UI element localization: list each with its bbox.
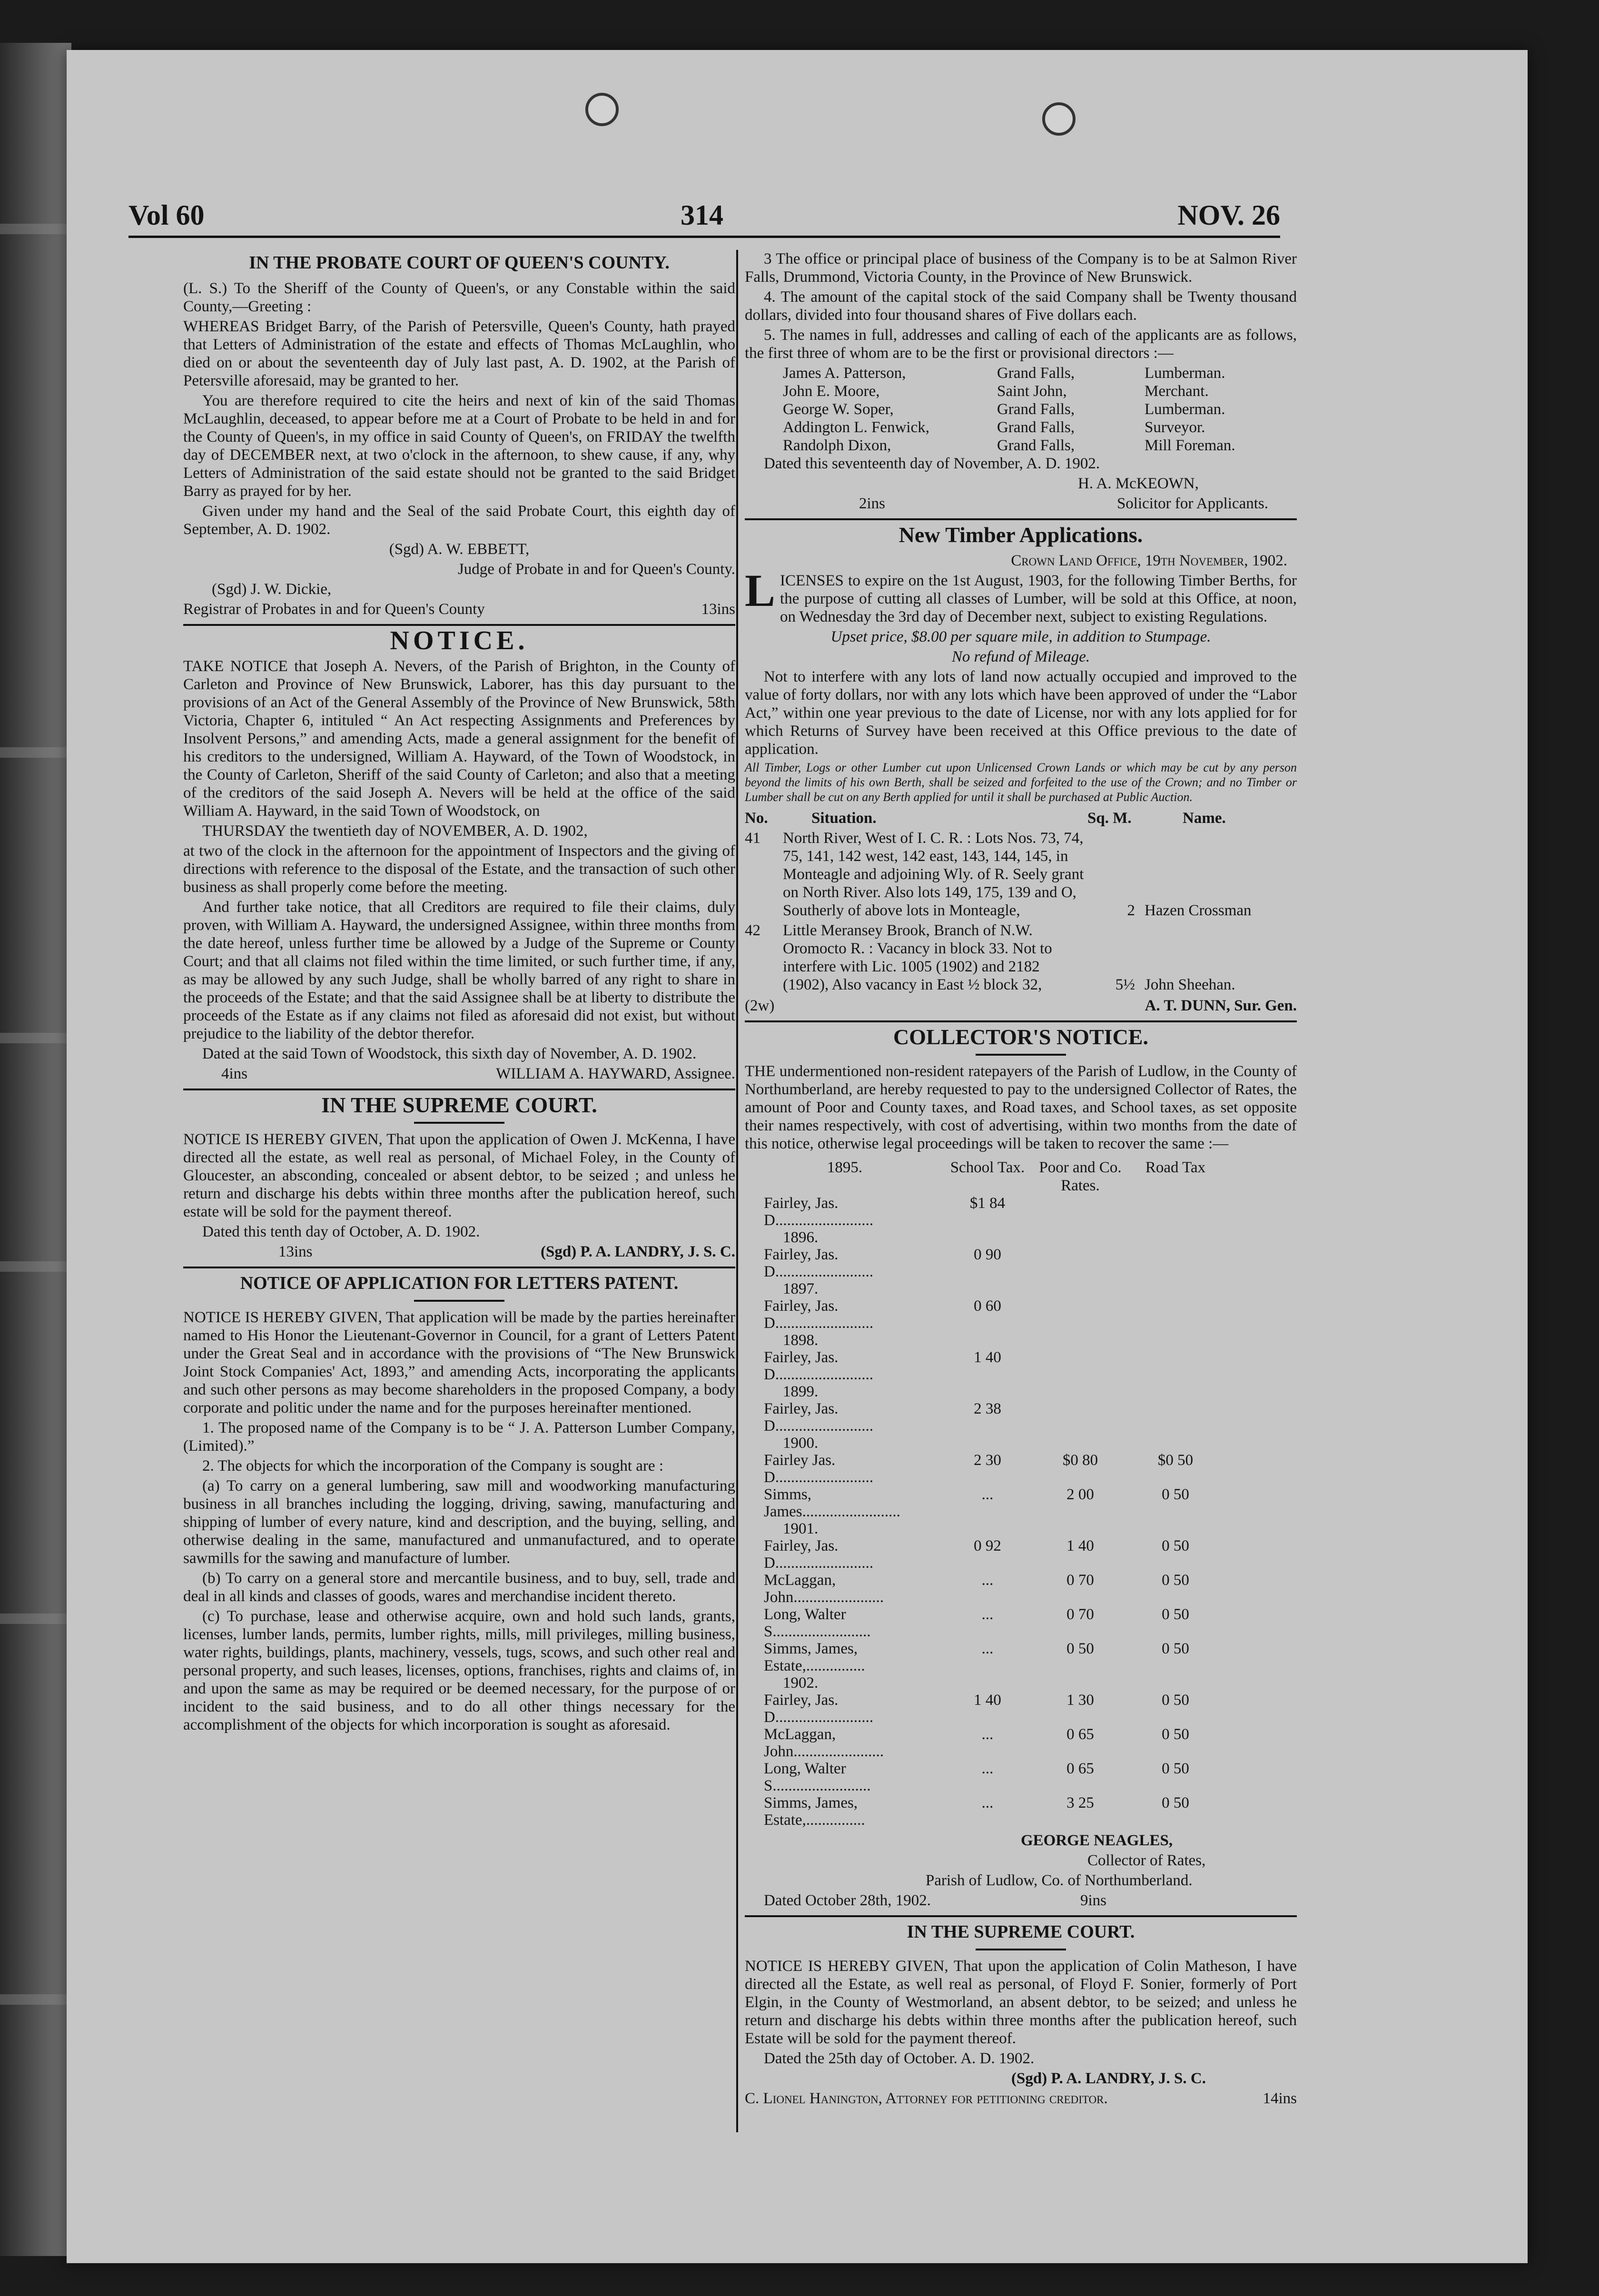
tax-year-row [745,1332,1297,1349]
ratepayer-name: McLaggan, John....................... [764,1572,884,1606]
supreme1-dated: Dated this tenth day of October, A. D. 1902. [202,1223,480,1240]
ratepayer-name: Fairley, Jas. D......................... [764,1400,874,1435]
patent-item-c: (c) To purchase, lease and otherwise acquire, own and hold such lands, grants, licenses, lumber lands, permits, lumber rights, mills, mill privileges, milling business, water rights, buildings, plants, machinery, vessels, tugs, scows, and such other real and personal property, and such leases, licenses, options, franchises, rights and claims of, in and upon the same as may be required or be deemed necessary, for the purpose of or incident to the said business, and to do all other things necessary for the accomplishment of the objects for which incorporation is sought as aforesaid. [183,1608,735,1733]
supreme2-para: NOTICE IS HEREBY GIVEN, That upon the application of Colin Matheson, I have directed all the Estate, as well real as personal, of Floyd F. Sonier, formerly of Port Elgin, in the County of Westmorland, an absent debtor, to be seized; and unless he return and discharge his debts within three months after the publication hereof, such Estate will be sold for the payment thereof. [745,1958,1297,2047]
timber-sig: A. T. DUNN, Sur. Gen. [1145,997,1297,1014]
poor-rates-cell [1030,1246,1130,1280]
patent-sig: H. A. McKEOWN, [1078,475,1199,492]
tax-row [745,1486,1297,1520]
notice-para3: And further take notice, that all Creditors are required to file their claims, duly proven, with William A. Hayward, the undersigned Assignee, within three months from the date hereof, unless further time be allowed by a Judge of the Supreme or County Court; and that all claims not filed within the time limited, or such further time, if any, as may be allowed by any such Judge, shall be wholly barred of any right to share in the proceeds of the Estate; and that the said Assignee shall be at liberty to distribute the proceeds of the Estate as if any claims not filed as aforesaid did not exist, but without prejudice to the liability of the debtor therefor. [183,899,735,1042]
applicant-calling: Surveyor. [1145,419,1205,436]
timber-para1: ICENSES to expire on the 1st August, 1903, for the following Timber Berths, for the purpose of cutting all classes of Lumber, will be sold at this Office, at noon, on Wednesday the 3rd day of December next, subject to existing Regulations. [780,572,1297,625]
applicant-calling: Merchant. [1145,383,1209,400]
school-tax-cell [945,1332,1030,1349]
patent-item2: 2. The objects for which the incorporation of the Company is sought are : [202,1457,664,1475]
probate-sig1: (Sgd) A. W. EBBETT, [389,541,530,558]
notice-ins: 4ins [221,1065,248,1082]
probate-notice [183,254,735,618]
school-tax-cell: 0 60 [974,1297,1001,1315]
left-column [183,250,735,1736]
supreme1-title: IN THE SUPREME COURT. [321,1093,597,1117]
page-number: 314 [681,199,723,231]
ratepayer-name: 1897. [783,1280,819,1297]
tax-row [745,1692,1297,1726]
poor-rates-cell: 0 70 [1066,1572,1094,1589]
poor-rates-cell [1030,1435,1130,1452]
road-tax-cell: 0 50 [1162,1572,1189,1589]
applicant-place: Grand Falls, [997,437,1075,454]
poor-rates-cell: 2 00 [1066,1486,1094,1503]
collector-dated: Dated October 28th, 1902. [764,1892,931,1909]
notice-para2: at two of the clock in the afternoon for the appointment of Inspectors and the giving of directions with reference to the disposal of the Estate, and the transaction of such other business as shall properly come before the meeting. [183,842,735,896]
ratepayer-name: Fairley, Jas. D......................... [764,1349,874,1383]
school-tax-cell: ... [981,1726,994,1743]
road-tax-cell [1130,1195,1221,1229]
school-tax-cell: ... [981,1640,994,1657]
tax-year-row [745,1435,1297,1452]
section-rule [745,1020,1297,1022]
applicant-calling: Lumberman. [1145,365,1225,382]
applicant-place: Grand Falls, [997,365,1075,382]
timber-upset: Upset price, $8.00 per square mile, in addition to Stumpage. [830,628,1211,645]
berth-sqm: 5½ [1115,976,1135,993]
supreme2-title: IN THE SUPREME COURT. [907,1922,1135,1942]
probate-sig1-title: Judge of Probate in and for Queen's County. [457,561,735,578]
patent-item-b: (b) To carry on a general store and mercantile business, and to buy, sell, trade and deal in all kinds and classes of goods, wares and merchandise incident thereto. [183,1570,735,1605]
school-tax-cell: ... [981,1794,994,1811]
tax-row [745,1400,1297,1435]
probate-sig2-title: Registrar of Probates in and for Queen's County [183,601,485,618]
volume-label: Vol 60 [128,199,205,231]
col-situation: Situation. [811,810,877,827]
road-tax-cell: $0 50 [1157,1452,1194,1469]
notice-date-line: THURSDAY the twentieth day of NOVEMBER, A. D. 1902, [202,822,588,840]
supreme2-attorney: C. Lionel Hanington, Attorney for petitioning creditor. [745,2090,1108,2107]
road-tax-cell: 0 50 [1162,1726,1189,1743]
tax-row [745,1726,1297,1760]
supreme1-para: NOTICE IS HEREBY GIVEN, That upon the application of Owen J. McKenna, I have directed all the estate, as well real as personal, of Michael Foley, in the County of Gloucester, an absconding, concealed or absent debtor, to be seized ; and unless he return and discharge his debts within three months after the publication hereof, such estate will be sold for the payment thereof. [183,1131,735,1220]
school-tax-cell: ... [981,1606,994,1623]
ratepayer-name: 1900. [783,1435,819,1452]
road-tax-cell: 0 50 [1162,1537,1189,1554]
school-tax-cell: ... [981,1486,994,1503]
short-rule [414,1122,504,1124]
page-header [128,199,1280,238]
school-tax-cell: ... [981,1760,994,1777]
patent-dated: Dated this seventeenth day of November, A. D. 1902. [764,455,1100,472]
berth-no: 42 [745,922,760,939]
berth-name: John Sheehan. [1145,976,1235,993]
timber-ins: (2w) [745,997,775,1014]
section-rule [183,1089,735,1090]
ratepayer-name: Fairley, Jas. D......................... [764,1297,874,1332]
school-tax-cell [945,1674,1030,1692]
road-tax-cell [1130,1400,1221,1435]
ratepayer-name: Fairley, Jas. D......................... [764,1195,874,1229]
road-tax-cell: 0 50 [1162,1692,1189,1709]
timber-title: New Timber Applications. [898,523,1143,547]
ratepayer-name: Fairley Jas. D......................... [764,1452,874,1486]
section-rule [183,1267,735,1268]
school-tax-cell: 1 40 [974,1349,1001,1366]
col-poor-rates: Poor and Co. Rates. [1039,1159,1122,1194]
patent-item4: 4. The amount of the capital stock of the said Company shall be Twenty thousand dollars, divided into four thousand shares of Five dollars each. [745,288,1297,324]
punch-hole [585,93,619,126]
ratepayer-name: Simms, James, Estate,............... [764,1794,865,1829]
applicant-name: John E. Moore, [783,383,880,400]
tax-year-row [745,1383,1297,1400]
berth-sqm: 2 [1127,902,1135,919]
poor-rates-cell: 3 25 [1066,1794,1094,1811]
collector-sig-title2: Parish of Ludlow, Co. of Northumberland. [926,1872,1193,1889]
road-tax-cell [1130,1229,1221,1246]
applicant-name: Randolph Dixon, [783,437,891,454]
poor-rates-cell [1030,1195,1130,1229]
letters-patent-continued [745,250,1297,513]
berth-situation: Little Meransey Brook, Branch of N.W. Oromocto R. : Vacancy in block 33. Not to interfere with Lic. 1005 (1902) and 2182 (1902), Also vacancy in East ½ block 32, [783,922,1052,993]
poor-rates-cell: 0 70 [1066,1606,1094,1623]
poor-rates-cell [1030,1674,1130,1692]
ratepayer-name: Long, Walter S......................... [764,1760,871,1794]
school-tax-cell: 2 30 [974,1452,1001,1469]
poor-rates-cell: 0 65 [1066,1726,1094,1743]
poor-rates-cell: 1 30 [1066,1692,1094,1709]
school-tax-cell: ... [981,1572,994,1589]
road-tax-cell: 0 50 [1162,1760,1189,1777]
poor-rates-cell [1030,1383,1130,1400]
berth-row [745,921,1297,994]
poor-rates-cell [1030,1280,1130,1297]
school-tax-cell [945,1520,1030,1537]
patent-item3: 3 The office or principal place of business of the Company is to be at Salmon River Falls, Drummond, Victoria County, in the Province of New Brunswick. [745,250,1297,286]
road-tax-cell [1130,1349,1221,1383]
applicant-name: George W. Soper, [783,401,894,418]
supreme2-dated: Dated the 25th day of October. A. D. 1902. [764,2050,1035,2067]
tax-year-row [745,1674,1297,1692]
applicant-calling: Lumberman. [1145,401,1225,418]
applicant-name: Addington L. Fenwick, [783,419,929,436]
tax-year-row [745,1229,1297,1246]
tax-row [745,1572,1297,1606]
col-road-tax: Road Tax [1145,1159,1206,1176]
berth-no: 41 [745,830,760,847]
timber-applications [745,523,1297,1015]
tax-year-row [745,1520,1297,1537]
notice-dated: Dated at the said Town of Woodstock, this sixth day of November, A. D. 1902. [202,1045,697,1062]
patent-item1: 1. The proposed name of the Company is to be “ J. A. Patterson Lumber Company, (Limited).” [183,1419,735,1455]
col-sqm: Sq. M. [1087,810,1132,827]
road-tax-cell [1130,1435,1221,1452]
poor-rates-cell [1030,1520,1130,1537]
road-tax-cell [1130,1246,1221,1280]
road-tax-cell [1130,1383,1221,1400]
patent-sig-title: Solicitor for Applicants. [1116,495,1268,512]
tax-year-row [745,1280,1297,1297]
supreme2-sig: (Sgd) P. A. LANDRY, J. S. C. [1011,2070,1206,2087]
poor-rates-cell: 0 50 [1066,1640,1094,1657]
poor-rates-cell [1030,1400,1130,1435]
col-school-tax: School Tax. [950,1159,1025,1176]
probate-required: You are therefore required to cite the heirs and next of kin of the said Thomas McLaughlin, deceased, to appear before me at a Court of Probate to be held in and for the County of Queen's, in my office in said County of Queen's, on FRIDAY the twelfth day of DECEMBER next, at two o'clock in the afternoon, to shew cause, if any, why Letters of Administration of the said estate should not be granted to the said Bridget Barry as prayed for by her. [183,392,735,500]
ratepayer-name: Fairley, Jas. D......................... [764,1246,874,1280]
road-tax-cell [1130,1520,1221,1537]
school-tax-cell [945,1435,1030,1452]
probate-sig2: (Sgd) J. W. Dickie, [212,581,332,598]
poor-rates-cell [1030,1229,1130,1246]
applicant-place: Saint John, [997,383,1067,400]
school-tax-cell [945,1383,1030,1400]
collector-sig: GEORGE NEAGLES, [1021,1832,1173,1849]
road-tax-cell: 0 50 [1162,1640,1189,1657]
column-divider [736,250,738,2132]
poor-rates-cell: 1 40 [1066,1537,1094,1554]
collector-para: THE undermentioned non-resident ratepayers of the Parish of Ludlow, in the County of Northumberland, are hereby requested to pay to the undersigned Collector of Rates, the amount of Poor and County taxes, and Road taxes, and School taxes, as set opposite their names respectively, with cost of advertising, within two months from the date of this notice, otherwise legal proceedings will be taken to recover the same :— [745,1063,1297,1152]
road-tax-cell [1130,1332,1221,1349]
ratepayer-name: Simms, James......................... [764,1486,900,1520]
tax-row [745,1794,1297,1829]
probate-ls-line: (L. S.) To the Sheriff of the County of Queen's, or any Constable within the said County,—Greeting : [183,280,735,315]
ratepayer-name: McLaggan, John....................... [764,1726,884,1760]
applicant-name: James A. Patterson, [783,365,906,382]
short-rule [414,1300,504,1302]
applicants-table [783,364,1297,455]
school-tax-cell: $1 84 [969,1195,1006,1212]
ratepayer-name: Simms, James, Estate,............... [764,1640,865,1674]
poor-rates-cell [1030,1332,1130,1349]
notice-sig: WILLIAM A. HAYWARD, Assignee. [496,1065,735,1082]
tax-row [745,1195,1297,1229]
ratepayer-name: 1902. [783,1674,819,1692]
supreme1-ins: 13ins [278,1243,313,1260]
timber-para2: Not to interfere with any lots of land now actually occupied and improved to the value of forty dollars, nor with any lots which have been approved of under the “Labor Act,” within one year previous to the date of License, nor with any lots applied for for which Returns of Survey have been received at this Office previous to the date of application. [745,668,1297,758]
applicant-calling: Mill Foreman. [1145,437,1235,454]
road-tax-cell [1130,1280,1221,1297]
punch-hole [1042,102,1076,136]
short-rule [976,1949,1066,1950]
tax-row [745,1246,1297,1280]
notice-para1: TAKE NOTICE that Joseph A. Nevers, of the Parish of Brighton, in the County of Carleton and Province of New Brunswick, Laborer, has this day pursuant to the provisions of an Act of the General Assembly of the Province of New Brunswick, 58th Victoria, Chapter 6, intituled “ An Act respecting Assignments and Preferences by Insolvent Persons,” and amending Acts, made a general assignment for the benefit of his creditors to the undersigned, William A. Hayward, of the Town of Woodstock, in the County of Carleton, Sheriff of the said County of Carleton; and also that a meeting of the creditors of the said Joseph A. Nevers will be held at the office of the said William A. Hayward, in the said Town of Woodstock, on [183,658,735,820]
issue-date: NOV. 26 [1177,199,1280,231]
patent-para: NOTICE IS HEREBY GIVEN, That application will be made by the parties hereinafter named to His Honor the Lieutenant-Governor in Council, for a grant of Letters Patent under the Great Seal and in accordance with the provisions of “The New Brunswick Joint Stock Companies' Act, 1893,” and amending Acts, incorporating the applicants and such other persons as may become shareholders in the proposed Company, a body corporate and politic under the name and for the purposes hereinafter mentioned. [183,1309,735,1416]
poor-rates-cell [1030,1297,1130,1332]
col-name: Name. [1183,810,1226,827]
col-year: 1895. [827,1159,863,1176]
assignment-notice [183,626,735,1083]
probate-ins: 13ins [701,601,735,618]
road-tax-cell [1130,1297,1221,1332]
patent-item5: 5. The names in full, addresses and calling of each of the applicants are as follows, the first three of whom are to be the first or provisional directors :— [745,327,1297,362]
road-tax-cell: 0 50 [1162,1794,1189,1811]
tax-row [745,1606,1297,1640]
timber-fine-print: All Timber, Logs or other Lumber cut upon Unlicensed Crown Lands or which may be cut by any person beyond the limits of his own Berth, shall be seized and forfeited to the use of the Crown; and no Timber or Lumber shall be cut on any Berth applied for until it shall be purchased at Public Auction. [745,761,1297,804]
road-tax-cell [1130,1674,1221,1692]
road-tax-cell: 0 50 [1162,1486,1189,1503]
timber-office: Crown Land Office, 19th November, 1902. [1011,552,1287,569]
ratepayer-name: 1899. [783,1383,819,1400]
school-tax-cell [945,1280,1030,1297]
notice-title: NOTICE. [390,626,529,655]
timber-mileage: No refund of Mileage. [951,648,1090,665]
tax-row [745,1640,1297,1674]
tax-row [745,1537,1297,1572]
supreme-court-notice-2 [745,1923,1297,2108]
section-rule [745,518,1297,520]
right-column [745,250,1297,2108]
berth-table-header [745,809,1297,827]
applicant-place: Grand Falls, [997,401,1075,418]
poor-rates-cell: $0 80 [1062,1452,1098,1469]
ratepayer-name: Fairley, Jas. D......................... [764,1537,874,1572]
timber-dropcap: L [745,565,776,616]
collectors-notice [745,1025,1297,1910]
probate-title: IN THE PROBATE COURT OF QUEEN'S COUNTY. [249,253,670,273]
supreme2-ins: 14ins [1263,2090,1297,2107]
road-tax-cell: 0 50 [1162,1606,1189,1623]
applicant-place: Grand Falls, [997,419,1075,436]
supreme-court-notice-1 [183,1093,735,1261]
tax-row [745,1349,1297,1383]
patent-title: NOTICE OF APPLICATION FOR LETTERS PATENT. [240,1273,679,1293]
school-tax-cell: 0 90 [974,1246,1001,1263]
book-spine [0,43,71,2256]
collector-sig-title1: Collector of Rates, [1087,1852,1206,1869]
berth-situation: North River, West of I. C. R. : Lots Nos. 73, 74, 75, 141, 142 west, 142 east, 143, 144, 145, in Monteagle and adjoining Wly. of R. Seely grant on North River. Also lots 149, 175, 139 and O, Southerly of above lots in Monteagle, [783,830,1084,919]
ratepayer-name: 1898. [783,1332,819,1349]
ratepayer-name: 1901. [783,1520,819,1537]
school-tax-cell: 0 92 [974,1537,1001,1554]
school-tax-cell: 2 38 [974,1400,1001,1417]
ratepayer-name: 1896. [783,1229,819,1246]
probate-given: Given under my hand and the Seal of the said Probate Court, this eighth day of September, A. D. 1902. [183,503,735,538]
short-rule [976,1054,1066,1056]
probate-whereas: WHEREAS Bridget Barry, of the Parish of Petersville, Queen's County, hath prayed that Letters of Administration of the estate and effects of Thomas McLaughlin, who died on or about the seventeenth day of July last past, A. D. 1902, at the Parish of Petersville aforesaid, may be granted to her. [183,318,735,389]
school-tax-cell [945,1229,1030,1246]
ratepayer-name: Long, Walter S......................... [764,1606,871,1640]
col-no: No. [745,810,768,827]
poor-rates-cell [1030,1349,1130,1383]
tax-row [745,1760,1297,1794]
berth-row [745,829,1297,920]
supreme1-sig: (Sgd) P. A. LANDRY, J. S. C. [541,1243,735,1260]
tax-row [745,1452,1297,1486]
collector-ins: 9ins [1080,1892,1106,1909]
berth-name: Hazen Crossman [1145,902,1252,919]
poor-rates-cell: 0 65 [1066,1760,1094,1777]
collector-title: COLLECTOR'S NOTICE. [893,1025,1148,1049]
section-rule [745,1915,1297,1917]
ratepayer-name: Fairley, Jas. D......................... [764,1692,874,1726]
letters-patent-notice [183,1274,735,1734]
tax-table-header [745,1158,1297,1195]
school-tax-cell: 1 40 [974,1692,1001,1709]
patent-item-a: (a) To carry on a general lumbering, saw mill and woodworking manufacturing business in all branches including the logging, driving, sawing, manufacturing and shipping of lumber of every nature, kind and description, and the buying, selling, and otherwise dealing in the same, manufactured and unmanufactured, and to operate sawmills for the sawing and manufacture of lumber. [183,1477,735,1567]
tax-table [745,1195,1297,1829]
patent-ins: 2ins [859,495,886,512]
tax-row [745,1297,1297,1332]
